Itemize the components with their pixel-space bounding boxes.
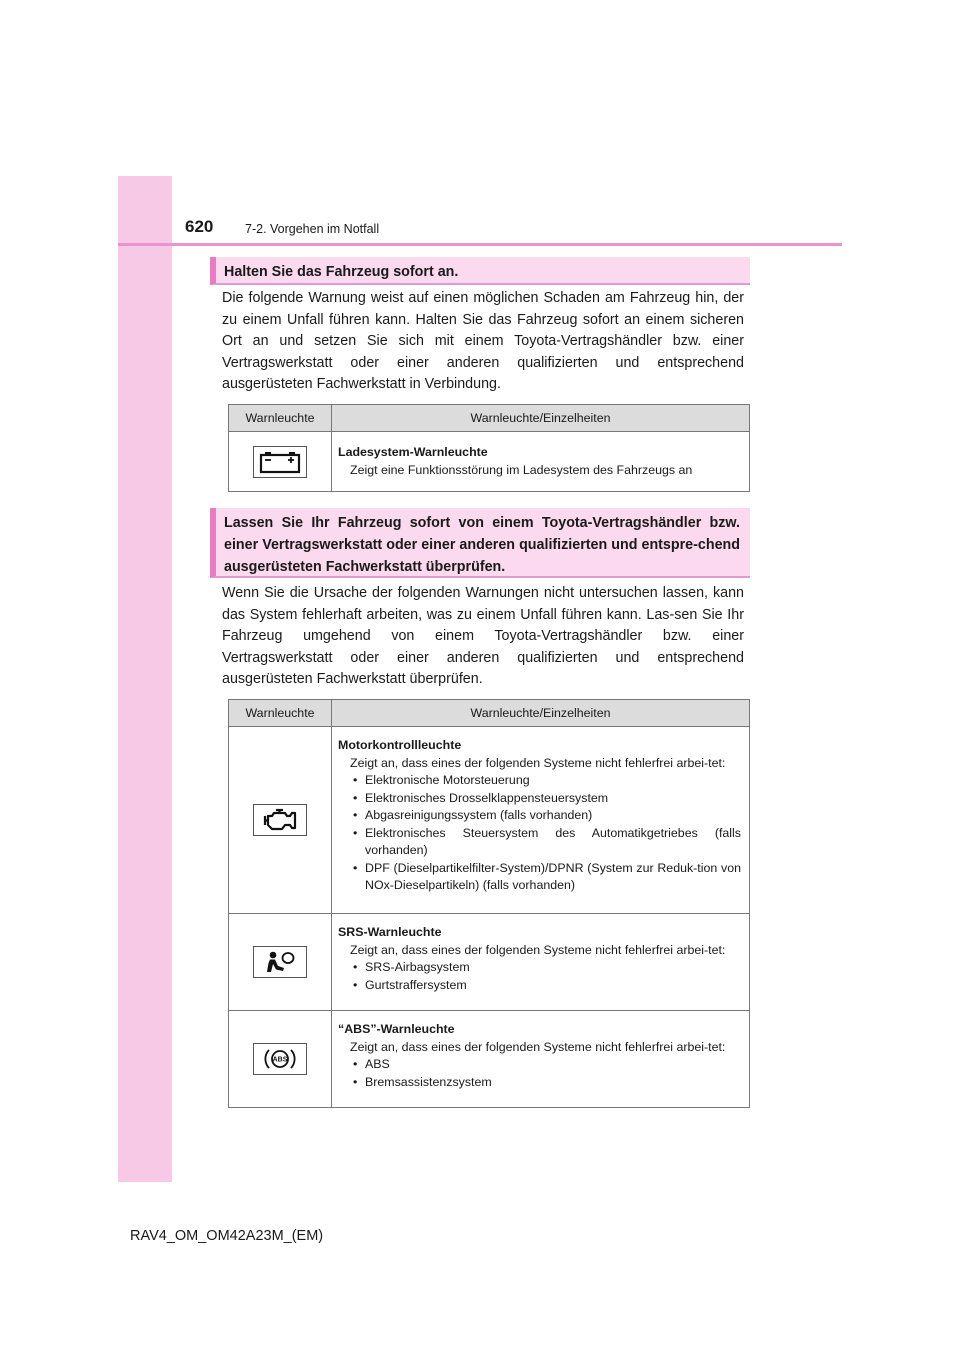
header-divider — [118, 243, 842, 246]
abs-icon — [253, 1043, 307, 1075]
warning-light-description: Zeigt eine Funktionsstörung im Ladesystem des Fahrzeugs an — [350, 462, 693, 477]
warning-table-1 — [228, 404, 750, 492]
column-header-details: Warnleuchte/Einzelheiten — [332, 405, 750, 432]
section2-heading: Lassen Sie Ihr Fahrzeug sofort von einem Toyota-Vertragshändler bzw. einer Vertragswerkstatt oder einer anderen qualifizierten und entspre-chend ausgerüsteten Fachwerkstatt überprüfen. — [210, 508, 750, 578]
table-row — [229, 1011, 750, 1108]
system-list — [338, 772, 741, 895]
airbag-icon — [253, 946, 307, 978]
detail-cell — [332, 432, 750, 492]
warning-light-description: Zeigt an, dass eines der folgenden Systeme nicht fehlerfrei arbei-tet: — [350, 1039, 726, 1054]
warning-light-description: Zeigt an, dass eines der folgenden Systeme nicht fehlerfrei arbei-tet: — [350, 942, 726, 957]
document-code: RAV4_OM_OM42A23M_(EM) — [130, 1228, 324, 1244]
list-item: • SRS-Airbagsystem — [350, 959, 741, 977]
section1-heading: Halten Sie das Fahrzeug sofort an. — [210, 257, 750, 285]
detail-cell — [332, 914, 750, 1011]
list-item: • DPF (Dieselpartikelfilter-System)/DPNR (System zur Reduk-tion von NOx-Dieselpartikeln) (falls vorhanden) — [350, 860, 741, 895]
warning-light-description: Zeigt an, dass eines der folgenden Systeme nicht fehlerfrei arbei-tet: — [350, 755, 726, 770]
chapter-sidebar-tab — [118, 176, 172, 1182]
icon-cell — [229, 432, 332, 492]
list-item: • ABS — [350, 1056, 741, 1074]
detail-cell — [332, 727, 750, 914]
icon-cell — [229, 914, 332, 1011]
icon-cell — [229, 727, 332, 914]
engine-icon — [253, 804, 307, 836]
section1-paragraph: Die folgende Warnung weist auf einen möglichen Schaden am Fahrzeug hin, der zu einem Unfall führen kann. Halten Sie das Fahrzeug sofort an einem sicheren Ort an und setzen Sie sich mit einem Toyota-Vertragshändler bzw. einer Vertragswerkstatt oder einer anderen qualifizierten und entsprechend ausgerüsteten Fachwerkstatt in Verbindung. — [222, 290, 744, 392]
table-row — [229, 727, 750, 914]
warning-light-name: “ABS”-Warnleuchte — [338, 1022, 455, 1036]
abs-icon-text: ABS — [272, 1056, 288, 1064]
table-header-row — [229, 700, 750, 727]
list-item: • Bremsassistenzsystem — [350, 1074, 741, 1092]
column-header-warnleuchte: Warnleuchte — [229, 405, 332, 432]
table-header-row — [229, 405, 750, 432]
icon-cell — [229, 1011, 332, 1108]
table-row — [229, 432, 750, 492]
column-header-details: Warnleuchte/Einzelheiten — [332, 700, 750, 727]
page-number: 620 — [185, 217, 214, 236]
detail-cell — [332, 1011, 750, 1108]
list-item: • Elektronisches Drosselklappensteuersystem — [350, 790, 741, 808]
warning-table-2 — [228, 699, 750, 1108]
system-list — [338, 959, 741, 994]
battery-icon — [253, 446, 307, 478]
list-item: • Gurtstraffersystem — [350, 977, 741, 995]
list-item: • Elektronische Motorsteuerung — [350, 772, 741, 790]
section-title: 7-2. Vorgehen im Notfall — [245, 222, 380, 236]
table-row — [229, 914, 750, 1011]
section2-paragraph: Wenn Sie die Ursache der folgenden Warnungen nicht untersuchen lassen, kann das System fehlerhaft arbeiten, was zu einem Unfall führen kann. Las-sen Sie Ihr Fahrzeug umgehend von einem Toyota-Vertragshändler bzw. einer Vertragswerkstatt oder einer anderen qualifizierten und entsprechend ausgerüsteten Fachwerkstatt überprüfen. — [222, 585, 744, 687]
warning-light-name: Motorkontrollleuchte — [338, 738, 462, 752]
list-item: • Elektronisches Steuersystem des Automatikgetriebes (falls vorhanden) — [350, 825, 741, 860]
system-list — [338, 1056, 741, 1091]
column-header-warnleuchte: Warnleuchte — [229, 700, 332, 727]
warning-light-name: Ladesystem-Warnleuchte — [338, 445, 488, 459]
list-item: • Abgasreinigungssystem (falls vorhanden) — [350, 807, 741, 825]
warning-light-name: SRS-Warnleuchte — [338, 925, 442, 939]
